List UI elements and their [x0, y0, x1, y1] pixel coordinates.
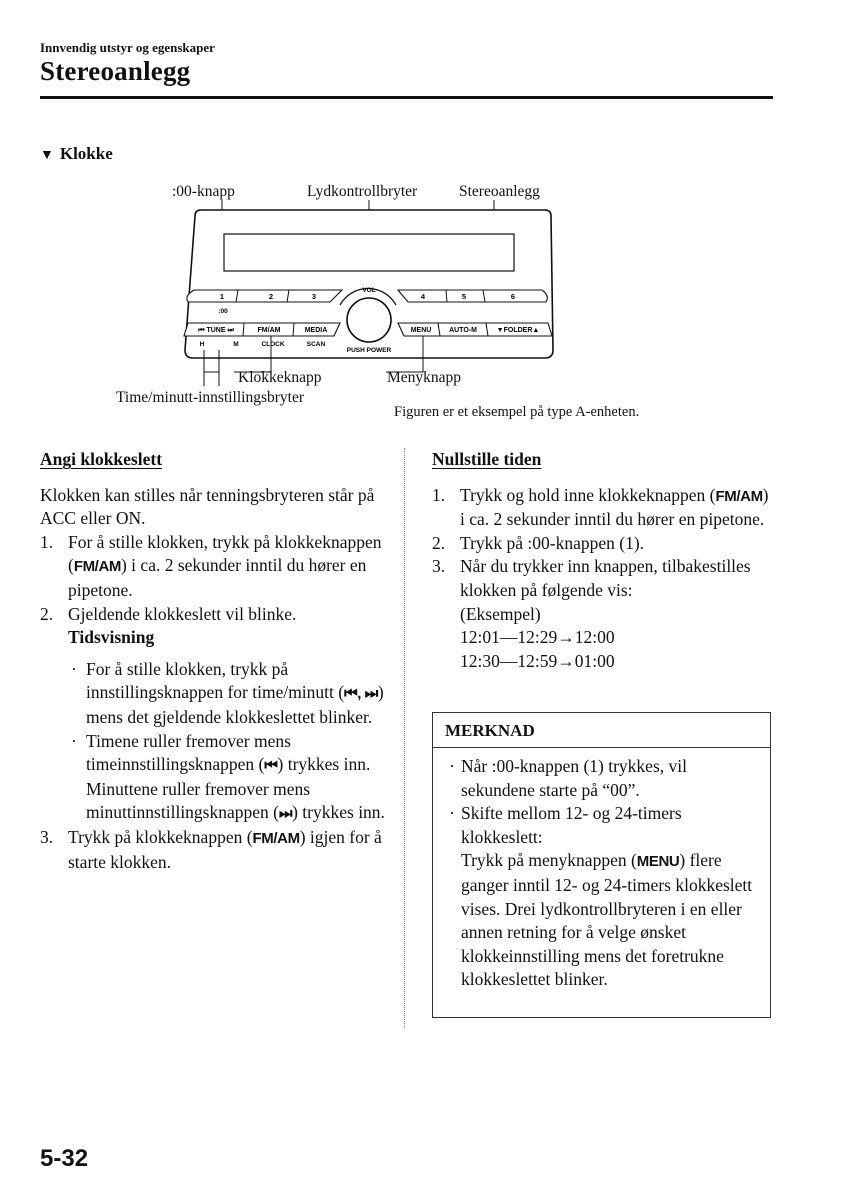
left-bullet-1: · For å stille klokken, trykk på innstillingsknappen for time/minutt (⏮, ⏭) mens det gjeldende klokkeslettet blinker. [71, 658, 384, 727]
preset-6-label: 6 [510, 292, 516, 301]
note-item-2: · Skifte mellom 12- og 24-timers klokkeslett: Trykk på menyknappen (MENU) flere ganger inntil 12- og 24-timers klokkeslett vises. Drei lydkontrollbryteren i en eller annen retning for å velge ønsket klokkeinnstilling mens det foretrukne klokkeslettet blinker. [449, 803, 753, 990]
fmam-button-ref: FM/AM [252, 829, 300, 847]
column-divider [404, 448, 405, 1028]
display-label: Tidsvisning [68, 627, 155, 648]
right-step-3: 3. Når du trykker inn knappen, tilbakestilles klokken på følgende vis: (Eksempel) 12:01—12:29→12:00 12:30—12:59→01:00 [432, 556, 751, 671]
left-intro: Klokken kan stilles når tenningsbryteren står på ACC eller ON. [40, 484, 375, 529]
push-power-label: PUSH POWER [346, 347, 392, 354]
menu-button-ref: MENU [636, 853, 680, 871]
preset-3-label: 3 [311, 292, 317, 301]
left-heading: Angi klokkeslett [40, 449, 163, 469]
media-label: MEDIA [304, 327, 328, 334]
fmam-button-ref: FM/AM [715, 487, 763, 505]
subsection-title: Klokke [59, 144, 113, 163]
callout-clock-button: Klokkeknapp [238, 369, 322, 386]
note-item-1: · Når :00-knappen (1) trykkes, vil sekundene starte på “00”. [449, 756, 687, 800]
volume-knob [347, 298, 391, 342]
menu-label: MENU [410, 327, 432, 334]
tune-label: ⏮ TUNE ⏭ [198, 327, 234, 334]
reset-example-2: 12:30—12:59→01:00 [460, 650, 615, 671]
note-body [443, 755, 763, 992]
page-number: 5-32 [40, 1145, 89, 1172]
hm-button-ref: ⏮, ⏭ [344, 685, 378, 703]
scan-label: SCAN [306, 341, 326, 348]
callout-hm-switch: Time/minutt-innstillingsbryter [116, 389, 305, 406]
preset-1-label: 1 [219, 292, 225, 301]
figure-caption: Figuren er et eksempel på type A-enheten. [394, 404, 640, 420]
left-bullet-2: · Timene ruller fremover mens timeinnstillingsknappen (⏮) trykkes inn. Minuttene ruller fremover mens minuttinnstillingsknappen (⏭) trykkes inn. [71, 730, 385, 823]
callout-00-button: :00-knapp [172, 183, 235, 200]
triangle-marker-icon: ▼ [40, 148, 54, 163]
left-column [40, 448, 390, 874]
minute-button-ref: ⏭ [278, 805, 293, 823]
m-label: M [233, 341, 239, 348]
right-heading: Nullstille tiden [432, 449, 542, 469]
folder-label: ▼FOLDER▲ [496, 327, 540, 334]
right-step-1: 1. Trykk og hold inne klokkeknappen (FM/AM) i ca. 2 sekunder inntil du hører en pipetone. [432, 484, 769, 530]
preset-4-label: 4 [420, 292, 426, 301]
autom-label: AUTO-M [449, 327, 477, 334]
note-heading: MERKNAD [433, 713, 770, 748]
vol-label: VOL [362, 287, 376, 294]
page-title: Stereoanlegg [40, 56, 191, 86]
fmam-label: FM/AM [257, 327, 281, 334]
callout-volume-knob: Lydkontrollbryter [307, 183, 418, 200]
right-step-2: 2. Trykk på :00-knappen (1). [432, 532, 645, 553]
left-step-2: 2. Gjeldende klokkeslett vil blinke. Tidsvisning [40, 603, 297, 648]
h-label: H [199, 341, 205, 348]
preset-row-left [187, 290, 342, 302]
unit-display [224, 234, 514, 271]
callout-stereo: Stereoanlegg [459, 183, 540, 200]
hour-button-ref: ⏮ [264, 757, 278, 775]
note-box [432, 712, 771, 1018]
sub-00-label: :00 [218, 308, 228, 315]
clock-label: CLOCK [261, 341, 285, 348]
left-step-3: 3. Trykk på klokkeknappen (FM/AM) igjen for å starte klokken. [40, 826, 382, 872]
title-rule [40, 96, 773, 99]
fmam-button-ref: FM/AM [73, 558, 121, 576]
subsection-heading [40, 144, 113, 164]
preset-5-label: 5 [461, 292, 467, 301]
section-label: Innvendig utstyr og egenskaper [40, 40, 215, 55]
reset-example-1: 12:01—12:29→12:00 [460, 627, 615, 648]
preset-2-label: 2 [268, 292, 274, 301]
stereo-unit-illustration [100, 195, 580, 395]
callout-menu-button: Menyknapp [387, 369, 462, 386]
right-column [432, 448, 777, 673]
left-step-1: 1. For å stille klokken, trykk på klokkeknappen (FM/AM) i ca. 2 sekunder inntil du hører en pipetone. [40, 531, 382, 600]
